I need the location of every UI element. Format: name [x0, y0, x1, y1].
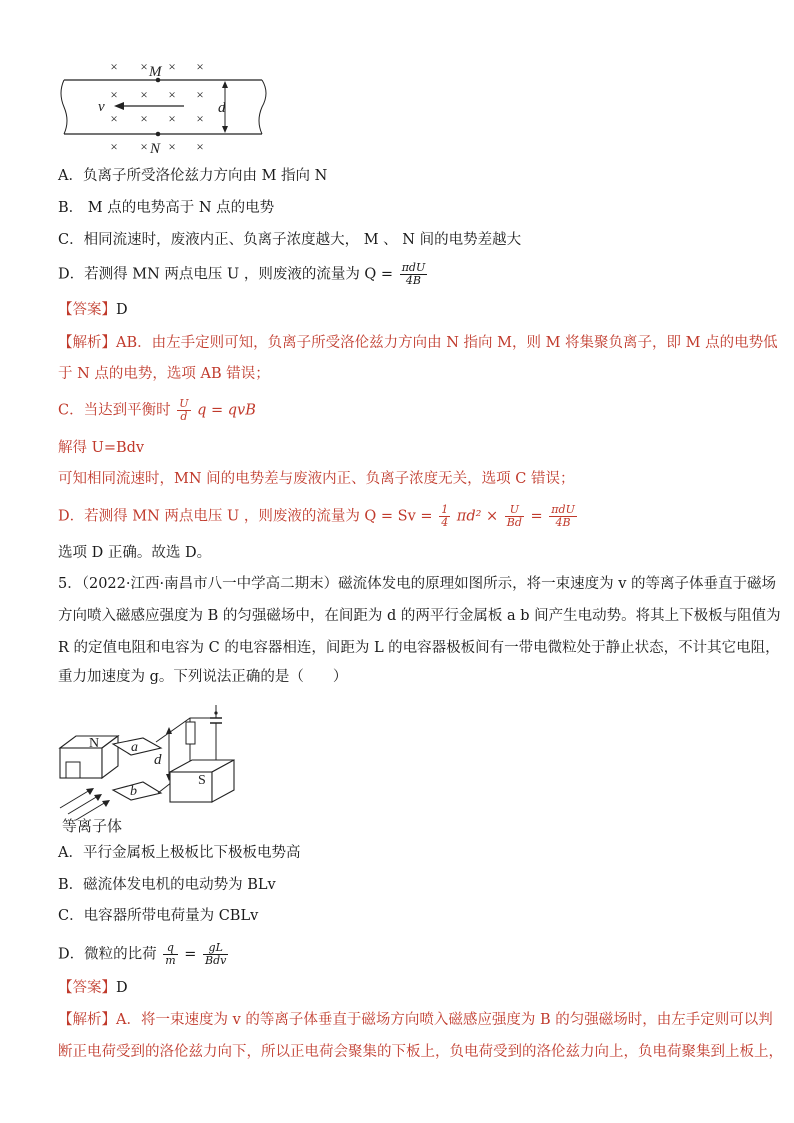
cross-mark: × [168, 139, 176, 154]
q5-stem-4: 重力加速度为 g。下列说法正确的是（ ） [58, 669, 348, 685]
label-s-magnet: S [198, 773, 206, 788]
q5-option-b: B．磁流体发电机的电动势为 BLv [58, 877, 276, 893]
fraction: $\frac{q}{m}$ [165, 941, 176, 967]
label-d: d [218, 100, 226, 116]
q4-option-d-fraction: $\frac{\text{πdU}}{4B}$ [401, 261, 426, 287]
q4-explanation-3: C．当达到平衡时 $\frac{U}{d}$ q = qvB [58, 397, 256, 423]
q4-explanation-7: 选项 D 正确。故选 D。 [58, 545, 212, 561]
q5-option-c: C．电容器所带电荷量为 CBLv [58, 908, 259, 924]
q5-option-d: D．微粒的比荷 $\frac{q}{m}$ = $\frac{gL}{\text{Bdv}}$ [58, 941, 227, 967]
answer-tag: 【答案】 [58, 302, 116, 318]
cross-mark: × [140, 111, 148, 126]
cross-mark: × [110, 139, 118, 154]
fraction: $\frac{\text{πdU}}{4B}$ [551, 503, 575, 529]
fraction: $\frac{gL}{\text{Bdv}}$ [205, 941, 227, 967]
label-plate-b: b [130, 784, 137, 799]
cross-mark: × [110, 111, 118, 126]
pipe-magnetic-field-figure [58, 55, 273, 155]
label-n-magnet: N [89, 736, 100, 751]
q5-stem-3: R 的定值电阻和电容为 C 的电容器相连，间距为 L 的电容器极板间有一带电微粒处于静止状态，不计其它电阻， [58, 640, 780, 656]
fraction: $\frac{1}{4}$ [441, 503, 449, 529]
cross-mark: × [168, 59, 176, 74]
q5-explanation-1: 【解析】A．将一束速度为 v 的等离子体垂直于磁场方向喷入磁感应强度为 B 的匀强磁场时，由左手定则可以判 [58, 1012, 773, 1028]
cross-mark: × [140, 87, 148, 102]
cross-mark: × [110, 87, 118, 102]
q4-option-b: B． M 点的电势高于 N 点的电势 [58, 200, 275, 216]
cross-mark: × [168, 111, 176, 126]
q4-option-a: A．负离子所受洛伦兹力方向由 M 指向 N [58, 168, 328, 184]
cross-mark: × [196, 139, 204, 154]
label-plate-a: a [131, 740, 138, 755]
q4-explanation-1: 【解析】AB．由左手定则可知，负离子所受洛伦兹力方向由 N 指向 M，则 M 将集聚负离子，即 M 点的电势低 [58, 335, 778, 351]
cross-mark: × [140, 139, 148, 154]
cross-mark: × [110, 59, 118, 74]
label-d-gap: d [154, 752, 162, 768]
answer-tag: 【答案】 [58, 980, 116, 996]
mhd-generator-figure [58, 700, 248, 835]
q4-explanation-5: 可知相同流速时，MN 间的电势差与废液内正、负离子浓度无关，选项 C 错误； [58, 471, 575, 487]
cross-mark: × [196, 87, 204, 102]
q5-stem-2: 方向喷入磁感应强度为 B 的匀强磁场中，在间距为 d 的两平行金属板 a b 间产生电动势。将其上下极板与阻值为 [58, 608, 781, 624]
label-v: v [98, 99, 105, 115]
q4-option-d-text: D．若测得 MN 两点电压 U ，则废液的流量为 Q = [58, 266, 394, 283]
q4-explanation-2: 于 N 点的电势，选项 AB 错误； [58, 366, 270, 382]
cross-mark: × [140, 59, 148, 74]
q4-explanation-4: 解得 U=Bdv [58, 440, 145, 456]
q5-answer [58, 978, 128, 998]
answer-value: D [116, 980, 128, 996]
label-n: N [150, 141, 161, 155]
plasma-caption: 等离子体 [62, 819, 123, 835]
q5-explanation-2: 断正电荷受到的洛伦兹力向下，所以正电荷会聚集的下板上，负电荷受到的洛伦兹力向上，负电荷聚集到上板上， [58, 1044, 783, 1060]
cross-mark: × [196, 111, 204, 126]
fraction: $\frac{U}{d}$ [179, 397, 189, 423]
q5-option-a: A．平行金属板上极板比下极板电势高 [58, 845, 301, 861]
q5-stem-1: 5．（2022·江西·南昌市八一中学高二期末）磁流体发电的原理如图所示，将一束速度为 v 的等离子体垂直于磁场 [58, 576, 777, 592]
answer-value: D [116, 302, 128, 318]
q4-option-d [58, 262, 429, 287]
cross-mark: × [196, 59, 204, 74]
label-m: M [149, 64, 162, 80]
q4-answer [58, 300, 128, 320]
q4-explanation-6: D．若测得 MN 两点电压 U ，则废液的流量为 Q = Sv = $\frac{1}{4}$ πd² × $\frac{U}{Bd}$ = $\frac{\text{πdU}}{4B}$ [58, 503, 575, 529]
cross-mark: × [168, 87, 176, 102]
fraction: $\frac{U}{Bd}$ [506, 503, 522, 529]
q4-option-c: C．相同流速时，废液内正、负离子浓度越大， M 、 N 间的电势差越大 [58, 232, 522, 248]
